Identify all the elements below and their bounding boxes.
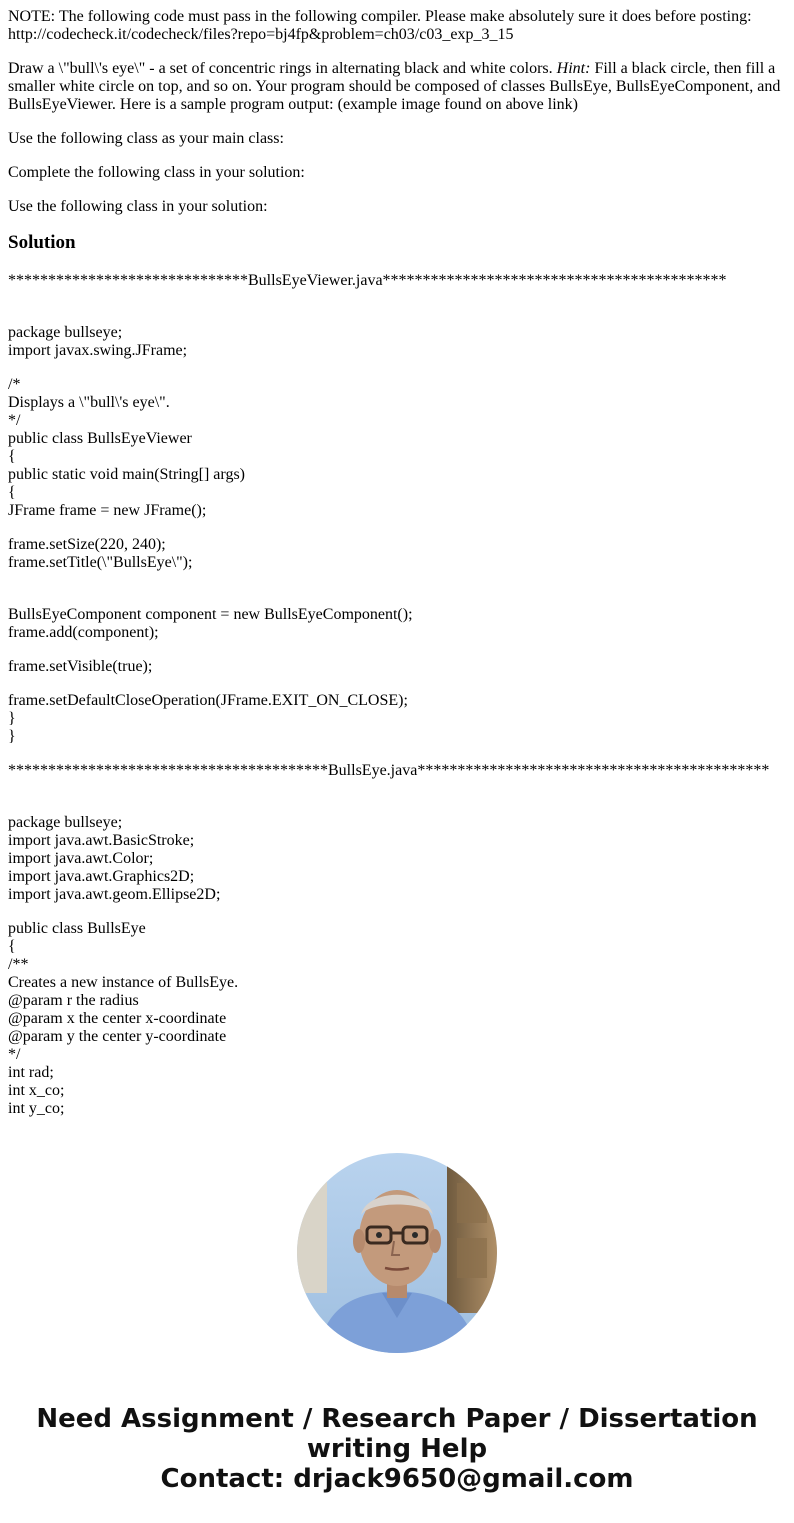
code-line: frame.setDefaultCloseOperation(JFrame.EXIT_ON_CLOSE);	[8, 692, 408, 709]
code-line: }	[8, 710, 16, 727]
spacer	[8, 306, 794, 324]
code-line: @param r the radius	[8, 992, 139, 1009]
main-class-instruction: Use the following class as your main class:	[8, 130, 284, 147]
viewer-file-header: ******************************BullsEyeViewer.java*******************************************	[8, 272, 727, 289]
code-line: public static void main(String[] args)	[8, 466, 245, 483]
code-line: import javax.swing.JFrame;	[8, 342, 188, 359]
note-paragraph	[8, 8, 794, 44]
code-line: @param y the center y-coordinate	[8, 1028, 227, 1045]
code-line: frame.setVisible(true);	[8, 658, 153, 675]
footer-line-2: writing Help	[306, 1434, 488, 1464]
code-line: Displays a \"bull\'s eye\".	[8, 394, 170, 411]
code-line: public class BullsEyeViewer	[8, 430, 192, 447]
code-line: {	[8, 484, 16, 501]
code-line: {	[8, 448, 16, 465]
footer-contact-email[interactable]: Contact: drjack9650@gmail.com	[160, 1464, 634, 1494]
code-line: {	[8, 938, 16, 955]
code-line: package bullseye;	[8, 324, 123, 341]
task-paragraph	[8, 60, 794, 114]
spacer	[8, 796, 794, 814]
viewer-code-block-2	[8, 376, 794, 520]
code-line: int x_co;	[8, 1082, 65, 1099]
bullseye-code-block-2	[8, 920, 794, 1118]
bullseye-code-block-1	[8, 814, 794, 904]
code-line: /*	[8, 376, 21, 393]
code-line: import java.awt.Graphics2D;	[8, 868, 195, 885]
complete-class-instruction: Complete the following class in your solution:	[8, 164, 305, 181]
note-line-2: http://codecheck.it/codecheck/files?repo=bj4fp&problem=ch03/c03_exp_3_15	[8, 26, 514, 43]
viewer-code-block-1	[8, 324, 794, 360]
code-line: }	[8, 728, 16, 745]
code-line: JFrame frame = new JFrame();	[8, 502, 207, 519]
note-line-1: NOTE: The following code must pass in the following compiler. Please make absolutely sure it does before posting:	[8, 8, 752, 25]
code-line: import java.awt.geom.Ellipse2D;	[8, 886, 221, 903]
code-line: */	[8, 1046, 21, 1063]
bullseye-file-header: ****************************************BullsEye.java********************************************	[8, 762, 770, 779]
viewer-code-block-4	[8, 606, 794, 642]
task-intro: Draw a \"bull\'s eye\" - a set of concentric rings in alternating black and white colors.	[8, 60, 557, 77]
code-line: @param x the center x-coordinate	[8, 1010, 227, 1027]
code-line: int y_co;	[8, 1100, 65, 1117]
solution-heading: Solution	[8, 232, 76, 253]
code-line: int rad;	[8, 1064, 54, 1081]
code-line: package bullseye;	[8, 814, 123, 831]
viewer-code-block-3	[8, 536, 794, 572]
code-line: frame.setTitle(\"BullsEye\");	[8, 554, 193, 571]
code-line: import java.awt.Color;	[8, 850, 154, 867]
author-avatar	[297, 1153, 497, 1353]
code-line: public class BullsEye	[8, 920, 146, 937]
code-line: frame.setSize(220, 240);	[8, 536, 166, 553]
task-rest: Fill a black circle, then fill a smaller white circle on top, and so on. Your program should be composed of classes BullsEye, BullsEyeComponent, and BullsEyeViewer. Here is a sample program output: (example image found on above link)	[8, 60, 781, 113]
footer-line-1: Need Assignment / Research Paper / Dissertation	[36, 1404, 758, 1434]
use-class-instruction: Use the following class in your solution:	[8, 198, 268, 215]
hint-label: Hint:	[556, 60, 591, 77]
document-content	[8, 8, 794, 1134]
code-line: /**	[8, 956, 29, 973]
author-photo-illustration	[297, 1153, 497, 1353]
viewer-code-block-6	[8, 692, 794, 746]
code-line: import java.awt.BasicStroke;	[8, 832, 195, 849]
code-line: */	[8, 412, 21, 429]
contact-footer	[0, 1404, 794, 1494]
viewer-code-block-5	[8, 658, 794, 676]
code-line: BullsEyeComponent component = new BullsEyeComponent();	[8, 606, 413, 623]
code-line: Creates a new instance of BullsEye.	[8, 974, 239, 991]
code-line: frame.add(component);	[8, 624, 159, 641]
